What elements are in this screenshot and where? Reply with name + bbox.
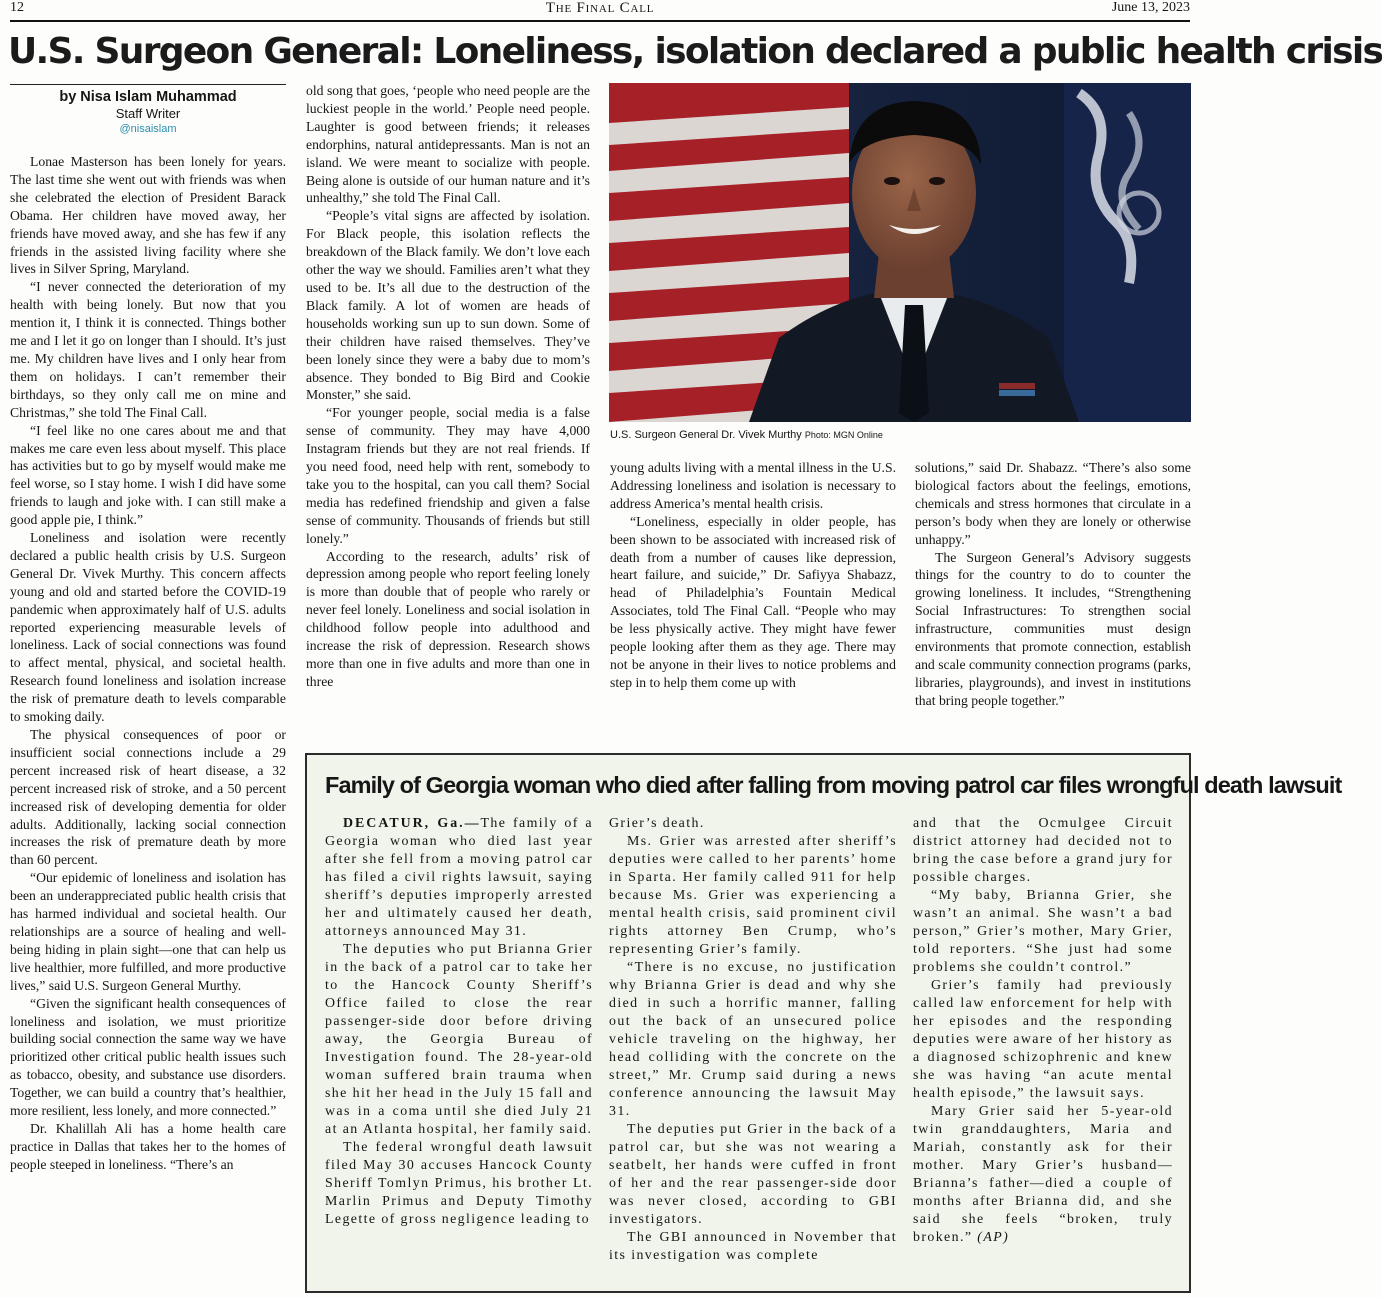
author-handle: @nisaislam bbox=[119, 123, 177, 135]
wire-credit: (AP) bbox=[977, 1230, 1010, 1245]
paragraph: young adults living with a mental illness in the U.S. Addressing loneliness and isolation is necessary to address America’s mental health crisis. bbox=[610, 460, 896, 511]
paragraph: solutions,” said Dr. Shabazz. “There’s also some biological factors about the feelings, emotions, chemicals and stress hormones that circulate in a person’s body when they are lonely or otherwise unhappy.” bbox=[915, 460, 1191, 547]
paragraph: old song that goes, ‘people who need people are the luckiest people in the world.’ People need people. Laughter is good between friends; it releases endorphins, natural antidepressants. Man is not an island. We were meant to socialize with people. Being alone is outside of our human nature and it’s unhealthy,” she told The Final Call. bbox=[306, 83, 590, 206]
paragraph: “Loneliness, especially in older people, has been shown to be associated with increased risk of death from a number of causes like depression, heart failure, and suicide,” Dr. Safiyya Shabazz, head of Philadelphia’s Fountain Medical Associates, told The Final Call. “People who may be less physically active. They might have fewer people looking after them as they age. There may not be anyone in their lives to notice problems and step in to help them come up with bbox=[610, 513, 896, 690]
headline: U.S. Surgeon General: Loneliness, isolation declared a public health crisis bbox=[8, 31, 1382, 72]
issue-date: June 13, 2023 bbox=[1111, 0, 1190, 15]
paragraph: The family of a Georgia woman who died last year after she fell from a moving patrol car has filed a civil rights lawsuit, saying sheriff’s deputies improperly arrested her and ultimately caused her death, attorneys announced May 31. bbox=[325, 816, 593, 939]
page-folio bbox=[10, 0, 1190, 20]
paragraph: According to the research, adults’ risk of depression among people who report feeling lonely is more than double that of people who rarely or never feel lonely. Loneliness and social isolation in childhood follow people into adulthood and increase the risk of depression. Research shows more than one in five adults and more than one in three bbox=[306, 548, 590, 689]
paragraph: “Given the significant health consequences of loneliness and isolation, we must prioritize building social connection the same way we have prioritized other critical public health issues such as tobacco, obesity, and substance use disorders. Together, we can build a country that’s healthier, more resilient, less lonely, and more connected.” bbox=[10, 995, 286, 1119]
byline bbox=[10, 84, 286, 135]
portrait-illustration bbox=[609, 83, 1191, 422]
paragraph: Grier’s death. bbox=[609, 816, 705, 831]
sidebar-headline: Family of Georgia woman who died after falling from moving patrol car files wrongful death lawsuit bbox=[325, 772, 1342, 798]
article-column-1 bbox=[10, 153, 286, 1289]
surgeon-general-photo bbox=[609, 83, 1191, 422]
paragraph: “There is no excuse, no justification why Brianna Grier is dead and why she died in such a horrific manner, falling out the back of an unsecured police vehicle traveling on the highway, her head colliding with the concrete on the street,” Mr. Crump said during a news conference announcing the lawsuit May 31. bbox=[609, 960, 897, 1119]
publication-name: The Final Call bbox=[545, 0, 655, 16]
paragraph: Loneliness and isolation were recently declared a public health crisis by U.S. Surgeon General Dr. Vivek Murthy. This concern affects young and old and started before the COVID-19 pandemic when approximately half of U.S. adults reported experiencing measurable levels of loneliness. Lack of social connections was found to affect mental, physical, and societal health. Research found loneliness and isolation increase the risk of premature death to levels comparable to smoking daily. bbox=[10, 530, 286, 725]
article-column-4 bbox=[915, 459, 1191, 731]
article-column-3 bbox=[610, 459, 896, 731]
paragraph: “I feel like no one cares about me and that makes me care even less about myself. This place has activities but to go by myself would make me feel worse, so I stay home. I wish I did have some friends to laugh and joke with. I can still make a good apple pie, I think.” bbox=[10, 422, 286, 528]
paragraph: “I never connected the deterioration of my health with being lonely. But now that you mention it, I think it is connected. Things bother me and I let it go on longer than I should. It’s just me. My children have lives and I only hear from them on holidays. I can’t remember their birthdays, so they only call me on mine and Christmas,” she told The Final Call. bbox=[10, 279, 286, 420]
paragraph: The federal wrongful death lawsuit filed May 30 accuses Hancock County Sheriff Tomlyn Primus, his brother Lt. Marlin Primus and Deputy Timothy Legette of gross negligence leading to bbox=[325, 1140, 593, 1227]
folio-rule bbox=[10, 20, 1190, 22]
sidebar-column-2 bbox=[609, 815, 897, 1285]
paragraph: Mary Grier said her 5-year-old twin granddaughters, Maria and Mariah, constantly ask for their mother. Mary Grier’s husband—Brianna’s father—died a couple of months after Brianna did, and she said she feels “broken, truly broken.” bbox=[913, 1104, 1173, 1245]
dateline: DECATUR, Ga.— bbox=[343, 816, 481, 831]
page-number: 12 bbox=[10, 0, 24, 15]
sidebar-story-box bbox=[305, 753, 1342, 1293]
paragraph: The deputies put Grier in the back of a patrol car, but she was not wearing a seatbelt, her hands were cuffed in front of her and the rear passenger-side door was never closed, according to GBI investigators. bbox=[609, 1122, 897, 1227]
photo-caption bbox=[610, 429, 1190, 441]
paragraph: Lonae Masterson has been lonely for years. The last time she went out with friends was when she celebrated the election of President Barack Obama. Her children have moved away, her friends have moved away, and she has few if any friends in the assisted living facility where she lives in Silver Spring, Maryland. bbox=[10, 154, 286, 277]
paragraph: “For younger people, social media is a false sense of community. They may have 4,000 Instagram friends but they are not real friends. If you need food, need help with rent, somebody to take you to the hospital, can you call them? Social media has redefined friendship and given a false sense of community. Thousands of friends but still lonely.” bbox=[306, 405, 590, 546]
paragraph: “My baby, Brianna Grier, she wasn’t an animal. She wasn’t a bad person,” Grier’s mother, Mary Grier, told reporters. “She just had some problems she couldn’t control.” bbox=[913, 888, 1173, 975]
caption-text: U.S. Surgeon General Dr. Vivek Murthy bbox=[610, 429, 802, 441]
sidebar-column-3 bbox=[913, 815, 1173, 1285]
sidebar-column-1 bbox=[325, 815, 593, 1285]
paragraph: The GBI announced in November that its investigation was complete bbox=[609, 1230, 897, 1263]
paragraph: “People’s vital signs are affected by isolation. For Black people, this isolation reflects the breakdown of the Black family. We don’t love each other the way we should. Families aren’t what they used to be. It’s all due to the destruction of the Black family. A lot of women are heads of households working sun up to sun down. Some of their children have raised themselves. They’ve been lonely since they were a baby due to mom’s absence. They bonded to Big Bird and Cookie Monster,” she said. bbox=[306, 208, 590, 403]
paragraph: “Our epidemic of loneliness and isolation has been an underappreciated public health crisis that has harmed individual and societal health. Our relationships are a source of healing and well-being hiding in plain sight—one that can help us live healthier, more fulfilled, and more productive lives,” said U.S. Surgeon General Murthy. bbox=[10, 870, 286, 993]
photo-credit: Photo: MGN Online bbox=[804, 430, 883, 440]
paragraph: The deputies who put Brianna Grier in the back of a patrol car to take her to the Hancock County Sheriff’s Office failed to close the rear passenger-side door before driving away, the Georgia Bureau of Investigation found. The 28-year-old woman suffered brain trauma when she hit her head in the July 15 fall and was in a coma until she died July 21 at an Atlanta hospital, her family said. bbox=[325, 942, 593, 1137]
paragraph: Dr. Khalillah Ali has a home health care practice in Dallas that takes her to the homes of people steeped in loneliness. “There’s an bbox=[10, 1120, 286, 1172]
paragraph: Grier’s family had previously called law enforcement for help with her episodes and the responding deputies were aware of her history as a diagnosed schizophrenic and knew she was having “an acute mental health episode,” the lawsuit says. bbox=[913, 978, 1173, 1101]
paragraph: The Surgeon General’s Advisory suggests things for the country to do to counter the growing loneliness. It includes, “Strengthening Social Infrastructures: To strengthen social infrastructure, communities must design environments that promote connection, establish and scale community connection programs (parks, libraries, playgrounds), and invest in institutions that bring people together.” bbox=[915, 549, 1191, 708]
paragraph: Ms. Grier was arrested after sheriff’s deputies were called to her parents’ home in Sparta. Her family called 911 for help because Ms. Grier was experiencing a mental health crisis, said prominent civil rights attorney Ben Crump, who’s representing Grier’s family. bbox=[609, 834, 897, 957]
service-flag bbox=[1064, 83, 1191, 422]
author-name: by Nisa Islam Muhammad bbox=[59, 89, 237, 105]
author-role: Staff Writer bbox=[115, 106, 181, 121]
paragraph: The physical consequences of poor or insufficient social connections include a 29 percent increased risk of heart disease, a 32 percent increased risk of stroke, and a 50 percent increased risk of developing dementia for older adults. Additionally, lacking social connection increases the risk of premature death by more than 60 percent. bbox=[10, 727, 286, 868]
paragraph: and that the Ocmulgee Circuit district attorney had decided not to bring the case before a grand jury for possible charges. bbox=[913, 816, 1173, 885]
